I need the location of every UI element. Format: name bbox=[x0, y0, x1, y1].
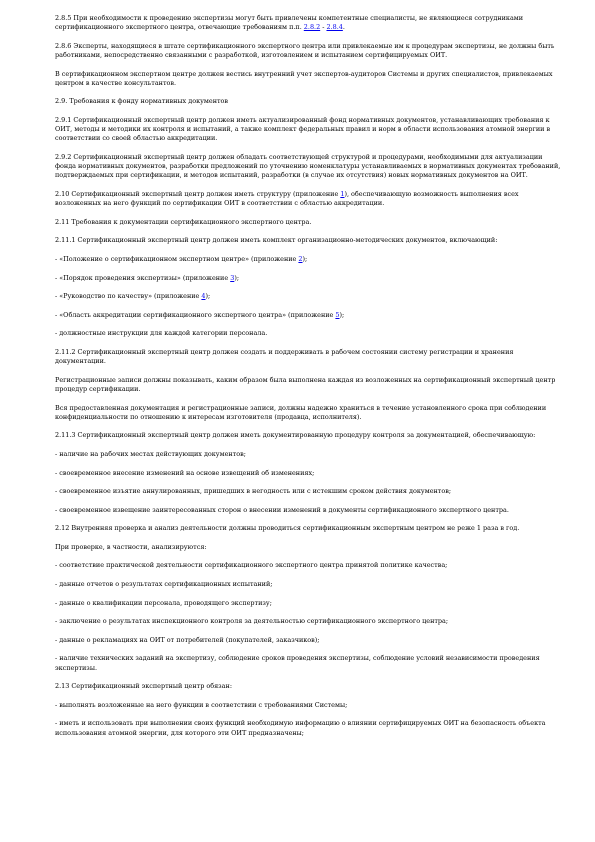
paragraph bbox=[55, 487, 563, 496]
paragraph bbox=[55, 431, 563, 440]
paragraph bbox=[55, 561, 563, 570]
paragraph bbox=[55, 654, 563, 672]
paragraph bbox=[55, 236, 563, 245]
paragraph-text: 2.9. Требования к фонду нормативных документов bbox=[55, 97, 229, 106]
paragraph-text: ), обеспечивающую возможность выполнения всех возложенных на него функций по сертификации ОИТ в соответствии с областью аккредитации. bbox=[55, 189, 519, 208]
paragraph-text: - наличие на рабочих местах действующих документов; bbox=[55, 449, 246, 458]
paragraph-text: 2.13 Сертификационный экспертный центр обязан: bbox=[55, 682, 232, 691]
paragraph-text: 2.10 Сертификационный экспертный центр должен иметь структуру (приложение bbox=[55, 189, 341, 198]
paragraph-text: - должностные инструкции для каждой категории персонала. bbox=[55, 329, 268, 338]
paragraph-text: При проверке, в частности, анализируются: bbox=[55, 542, 207, 551]
paragraph-text: - наличие технических заданий на экспертизу, соблюдение сроков проведения экспертизы, соблюдение условий независимости проведения экспертизы. bbox=[55, 654, 540, 672]
paragraph bbox=[55, 14, 563, 32]
paragraph bbox=[55, 506, 563, 515]
paragraph-text: - bbox=[320, 23, 327, 32]
paragraph bbox=[55, 404, 563, 422]
cross-reference-link[interactable]: 1 bbox=[340, 189, 345, 198]
paragraph-text: - данные о рекламациях на ОИТ от потребителей (покупателей, заказчиков); bbox=[55, 635, 320, 644]
paragraph-text: - иметь и использовать при выполнении своих функций необходимую информацию о влиянии сертифицируемых ОИТ на безопасность объекта использования атомной энергии, для которого эти ОИТ предназначены; bbox=[55, 719, 546, 737]
cross-reference-link[interactable]: 2.8.4 bbox=[326, 23, 343, 32]
cross-reference-link[interactable]: 4 bbox=[201, 292, 206, 301]
paragraph bbox=[55, 376, 563, 394]
paragraph-text: - «Руководство по качеству» (приложение bbox=[55, 292, 202, 301]
paragraph bbox=[55, 97, 563, 106]
paragraph bbox=[55, 42, 563, 60]
paragraph bbox=[55, 543, 563, 552]
cross-reference-link[interactable]: 3 bbox=[230, 273, 235, 282]
paragraph-text: - «Порядок проведения экспертизы» (приложение bbox=[55, 273, 231, 282]
paragraph bbox=[55, 469, 563, 478]
paragraph-text: 2.11 Требования к документации сертификационного экспертного центра. bbox=[55, 217, 312, 226]
paragraph bbox=[55, 70, 563, 88]
paragraph bbox=[55, 348, 563, 366]
cross-reference-link[interactable]: 2 bbox=[298, 254, 303, 263]
paragraph-text: - своевременное изъятие аннулированных, пришедших в негодность или с истекшим сроком действия документов; bbox=[55, 487, 452, 496]
paragraph-text: 2.11.2 Сертификационный экспертный центр должен создать и поддерживать в рабочем состоянии систему регистрации и хранения документации. bbox=[55, 347, 514, 366]
paragraph bbox=[55, 599, 563, 608]
paragraph-text: 2.9.1 Сертификационный экспертный центр должен иметь актуализированный фонд нормативных документов, устанавливающих требования к ОИТ, методы и методики их контроля и испытаний, а также комплект федеральных правил и норм в области использования атомной энергии в соответствии со своей областью аккредитации. bbox=[55, 115, 551, 143]
paragraph-text: - «Положение о сертификационном экспертном центре» (приложение bbox=[55, 254, 299, 263]
paragraph-text: 2.11.3 Сертификационный экспертный центр должен иметь документированную процедуру контроля за документацией, обеспечивающую: bbox=[55, 431, 536, 440]
paragraph-text: 2.8.5 При необходимости к проведению экспертизы могут быть привлечены компетентные специалисты, не являющиеся сотрудниками сертификационного экспертного центра, отвечающие требованиям п.п. bbox=[55, 14, 524, 32]
paragraph bbox=[55, 311, 563, 320]
paragraph bbox=[55, 682, 563, 691]
paragraph-text: ); bbox=[339, 310, 345, 319]
paragraph bbox=[55, 274, 563, 283]
paragraph-text: - данные о квалификации персонала, проводящего экспертизу; bbox=[55, 598, 272, 607]
paragraph-text: - данные отчетов о результатах сертификационных испытаний; bbox=[55, 580, 273, 589]
paragraph-text: ); bbox=[302, 254, 308, 263]
paragraph bbox=[55, 701, 563, 710]
paragraph bbox=[55, 636, 563, 645]
paragraph-text: ); bbox=[234, 273, 239, 282]
cross-reference-link[interactable]: 5 bbox=[335, 310, 340, 319]
paragraph bbox=[55, 719, 563, 737]
paragraph-text: ); bbox=[205, 292, 211, 301]
paragraph bbox=[55, 524, 563, 533]
paragraph bbox=[55, 329, 563, 338]
paragraph-text: - «Область аккредитации сертификационного экспертного центра» (приложение bbox=[55, 310, 336, 319]
cross-reference-link[interactable]: 2.8.2 bbox=[303, 23, 321, 32]
paragraph bbox=[55, 190, 563, 208]
paragraph bbox=[55, 255, 563, 264]
paragraph-text: . bbox=[342, 23, 345, 32]
paragraph-text: Вся предоставленная документация и регистрационные записи, должны надежно храниться в течение установленного срока при соблюдении конфиденциальности по отношению к интересам изготовителя (продавца, исполнителя). bbox=[55, 403, 547, 421]
paragraph bbox=[55, 292, 563, 301]
paragraph-text: Регистрационные записи должны показывать, каким образом была выполнена каждая из возложенных на сертификационный экспертный центр процедур сертификации. bbox=[55, 375, 556, 393]
paragraph bbox=[55, 617, 563, 626]
paragraph-text: В сертификационном экспертном центре должен вестись внутренний учет экспертов-аудиторов Системы и других специалистов, привлекаемых центром в качестве консультантов. bbox=[55, 69, 553, 87]
paragraph bbox=[55, 153, 563, 181]
paragraph-text: 2.9.2 Сертификационный экспертный центр должен обладать соответствующей структурой и процедурами, необходимыми для актуализации фонда нормативных документов, разработки предложений по уточнению номенклатуры устанавливаемых в нормативных документах требований, подтверждаемых при сертификации, и методов испытаний, разработки (в случае их отсутствия) новых нормативных документов на ОИТ. bbox=[55, 152, 561, 180]
paragraph bbox=[55, 218, 563, 227]
paragraph-text: - заключение о результатах инспекционного контроля за деятельностью сертификационного экспертного центра; bbox=[55, 617, 449, 626]
paragraph-text: 2.11.1 Сертификационный экспертный центр должен иметь комплект организационно-методических документов, включающий: bbox=[55, 236, 498, 245]
paragraph bbox=[55, 116, 563, 144]
paragraph-text: - соответствие практической деятельности сертификационного экспертного центра принятой политике качества; bbox=[55, 561, 448, 570]
paragraph-text: 2.8.6 Эксперты, находящиеся в штате сертификационного экспертного центра или привлекаемые им к процедурам экспертизы, не должны быть работниками, непосредственно связанными с разработкой, изготовлением и испытанием сертифицируемых ОИТ. bbox=[55, 41, 555, 59]
paragraph-text: - своевременное внесение изменений на основе извещений об изменениях; bbox=[55, 468, 315, 477]
paragraph-text: 2.12 Внутренняя проверка и анализ деятельности должны проводиться сертификационным экспертным центром не реже 1 раза в год. bbox=[55, 524, 520, 533]
document-page bbox=[55, 14, 563, 747]
paragraph bbox=[55, 450, 563, 459]
paragraph-text: - своевременное извещение заинтересованных сторон о внесении изменений в документы сертификационного экспертного центра. bbox=[55, 505, 509, 514]
paragraph-text: - выполнять возложенные на него функции в соответствии с требованиями Системы; bbox=[55, 700, 348, 709]
paragraph bbox=[55, 580, 563, 589]
